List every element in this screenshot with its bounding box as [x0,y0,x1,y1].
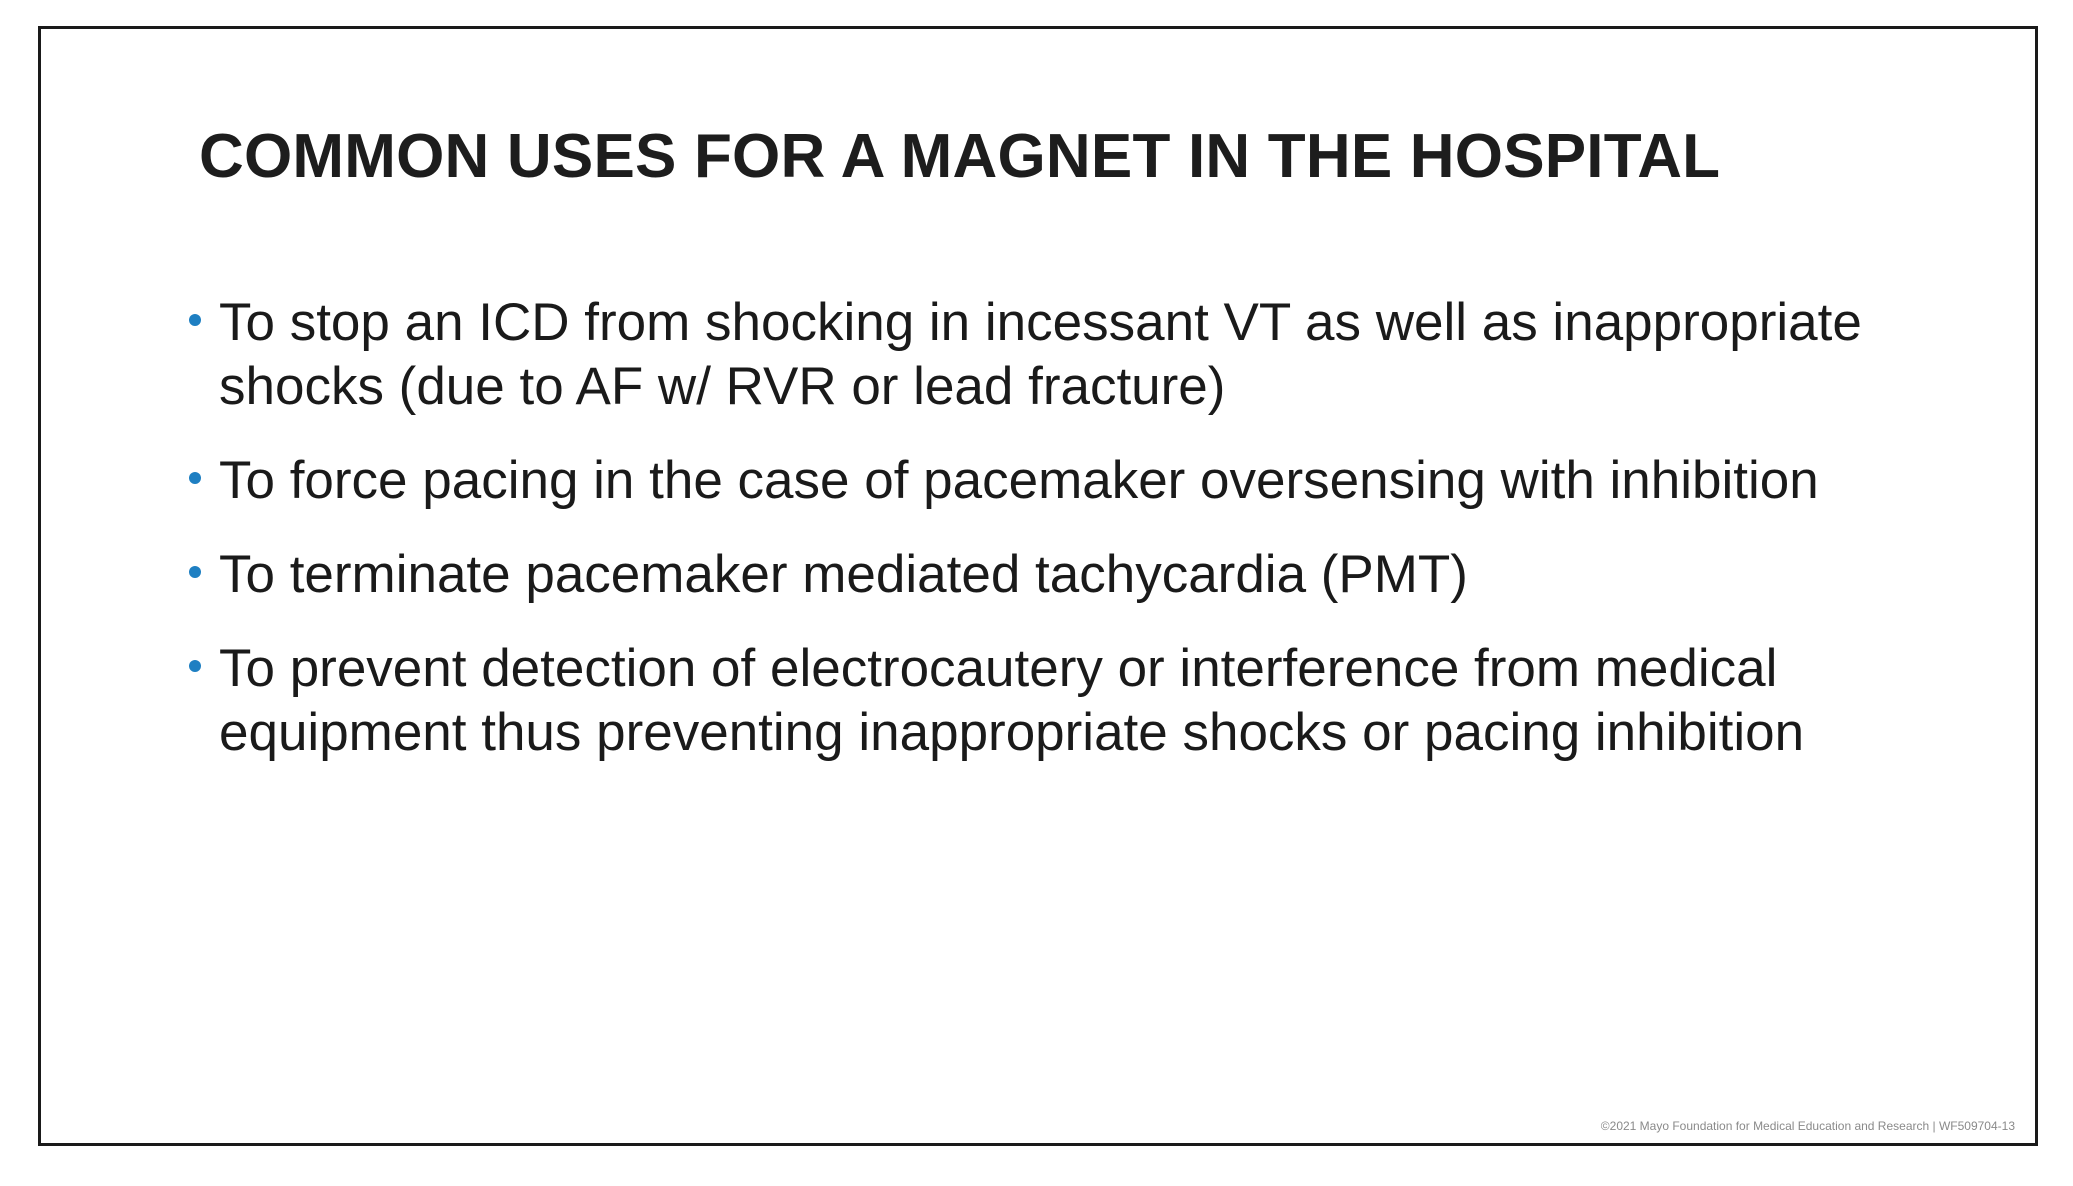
bullet-item [189,637,1869,765]
bullet-item [189,449,1869,513]
bullet-dot-icon [189,660,201,672]
bullet-item [189,291,1869,419]
slide-frame [38,26,2038,1146]
bullet-dot-icon [189,566,201,578]
bullet-dot-icon [189,314,201,326]
slide-title: COMMON USES FOR A MAGNET IN THE HOSPITAL [199,122,1721,191]
bullet-text: To prevent detection of electrocautery or interference from medical equipment thus preventing inappropriate shocks or pacing inhibition [219,639,1805,762]
bullet-item [189,543,1869,607]
bullet-dot-icon [189,472,201,484]
bullet-text: To terminate pacemaker mediated tachycardia (PMT) [219,545,1468,604]
bullet-list [189,291,1869,795]
copyright-footer: ©2021 Mayo Foundation for Medical Education and Research | WF509704-13 [1600,1119,2015,1133]
bullet-text: To force pacing in the case of pacemaker oversensing with inhibition [219,451,1819,510]
bullet-text: To stop an ICD from shocking in incessant VT as well as inappropriate shocks (due to AF w/ RVR or lead fracture) [219,293,1862,416]
